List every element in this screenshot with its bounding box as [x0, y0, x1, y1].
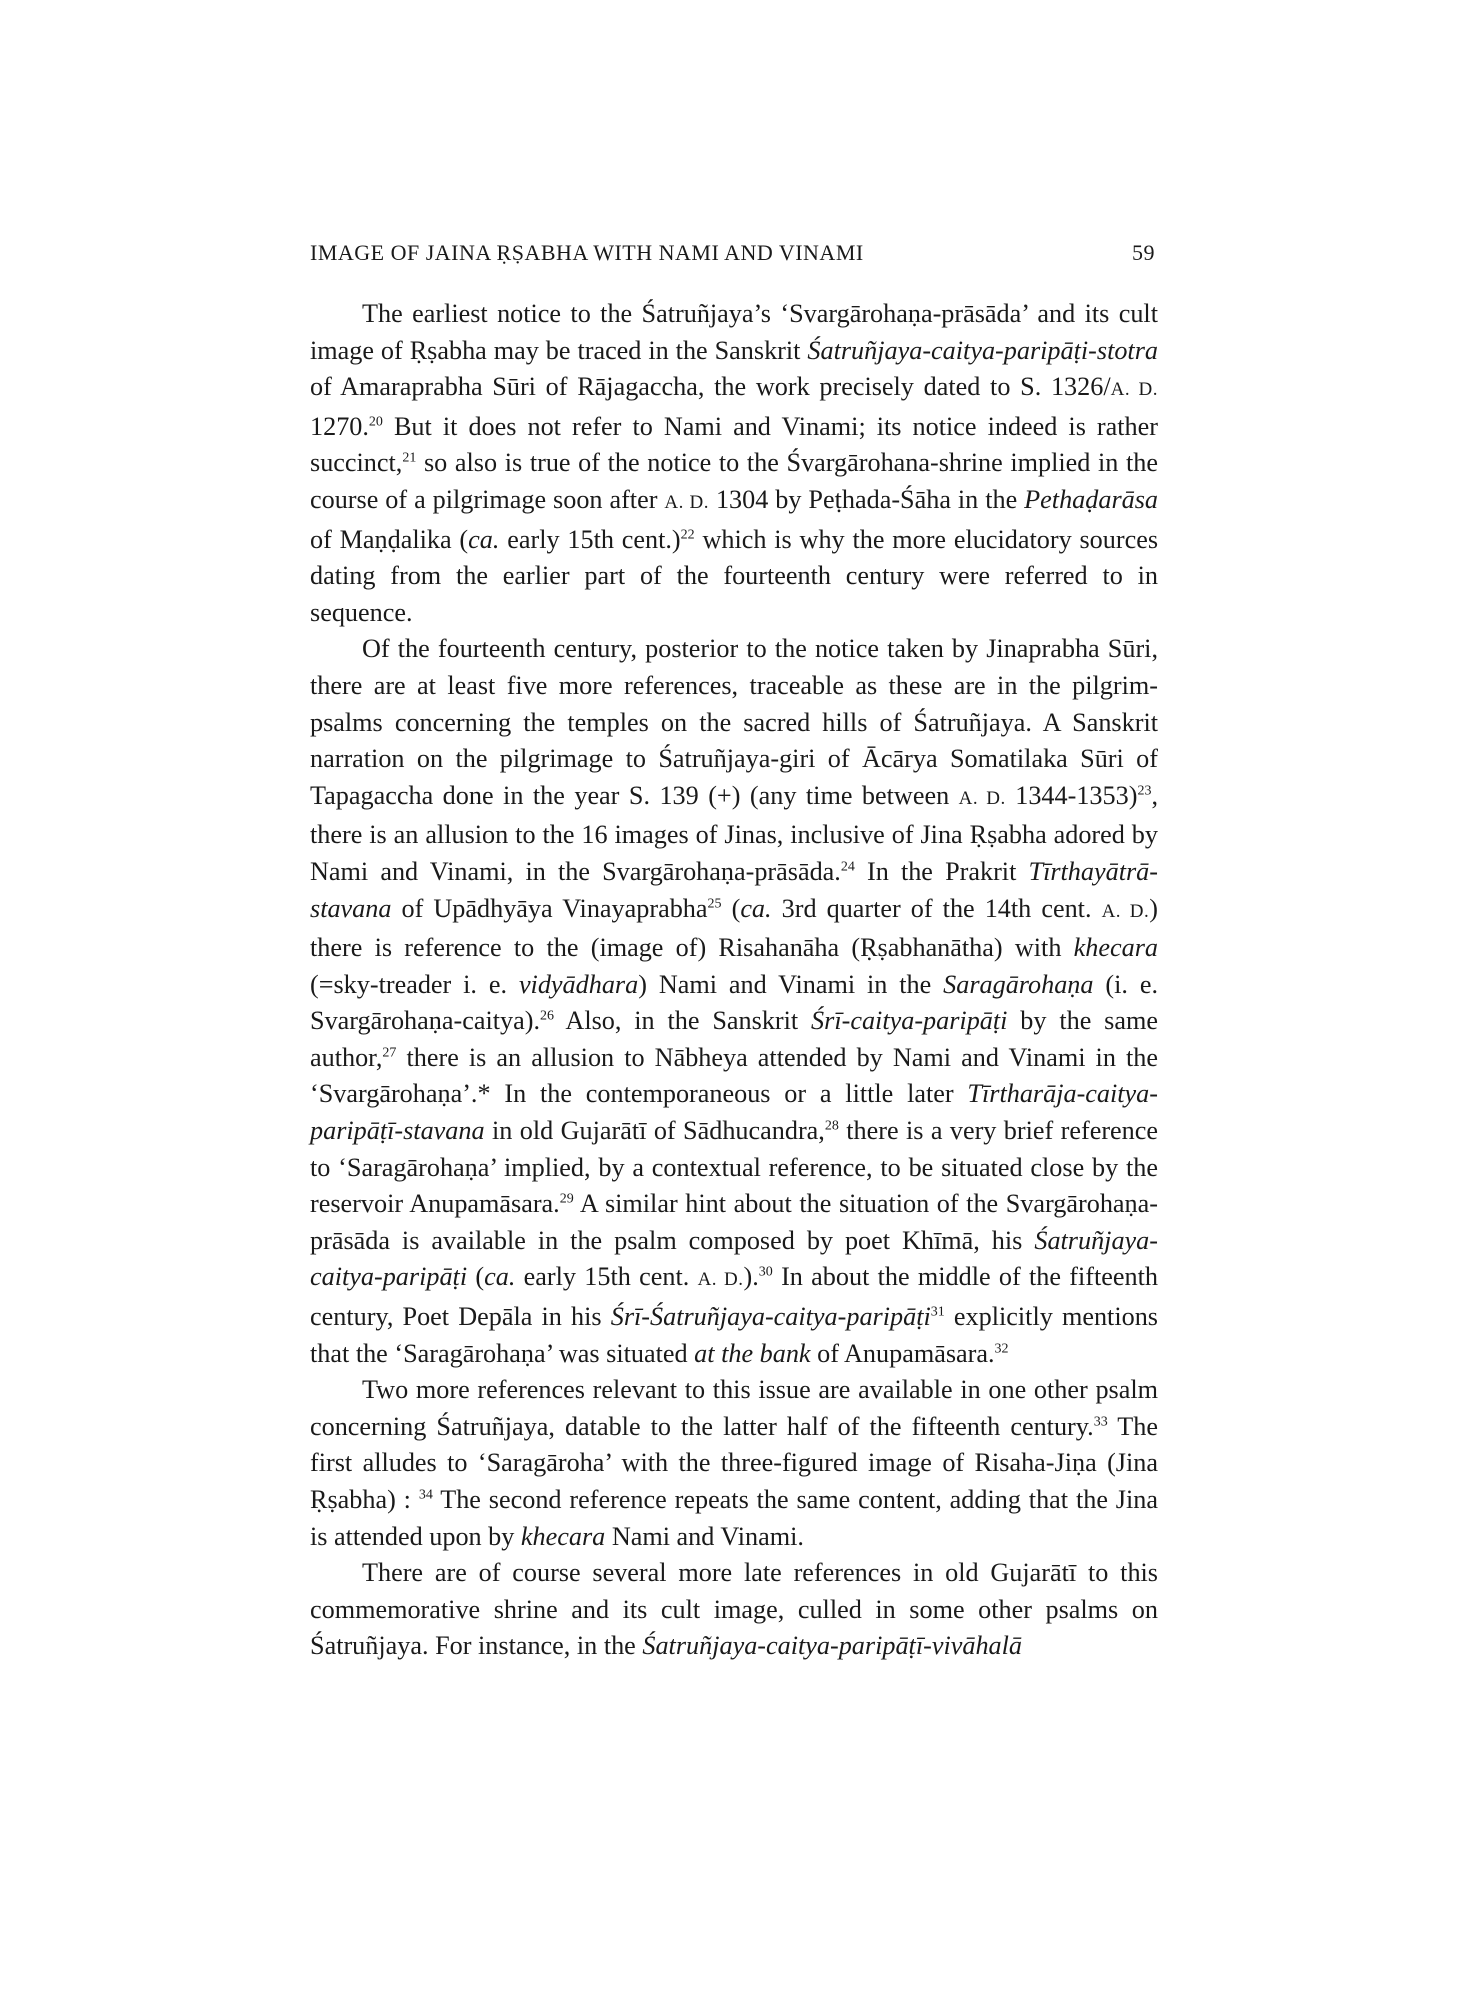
- italic-title: at the bank: [694, 1338, 811, 1368]
- footnote-marker: 33: [1093, 1414, 1108, 1430]
- text-run: 1344-1353): [1005, 780, 1138, 810]
- text-run: ).: [743, 1262, 759, 1292]
- text-run: ) there is reference to the (image of) Risahanāha (Ṛṣabhanātha) with: [310, 893, 1158, 963]
- footnote-marker: 34: [418, 1487, 433, 1503]
- page-number: 59: [1132, 240, 1155, 265]
- era-abbreviation: A. D.: [664, 491, 709, 513]
- text-run: But it does not refer to Nami and Vinami; its notice indeed is rather succinct,: [310, 411, 1158, 478]
- footnote-marker: 24: [840, 859, 855, 875]
- italic-title: Śatruñjaya-caitya-paripāṭi: [310, 1225, 1158, 1292]
- text-run: The second reference repeats the same content, adding that the Jina is attended upon by: [310, 1485, 1158, 1551]
- italic-title: Śrī-caitya-paripāṭi: [811, 1006, 1008, 1036]
- text-run: which is why the more elucidatory sources dating from the earlier part of the fourteenth century were referred to in sequence.: [310, 524, 1159, 627]
- text-run: A similar hint about the situation of the Svargārohaṇa-prāsāda is available in the psalm composed by poet Khīmā, his: [310, 1189, 1158, 1255]
- italic-title: Tīrtharāja-caitya-paripāṭī-stavana: [310, 1079, 1158, 1146]
- text-run: , there is an allusion to the 16 images of Jinas, inclusive of Jina Ṛṣabha adored by Nami and Vinami, in the Svargārohaṇa-prāsāda.: [310, 780, 1158, 886]
- footnote-marker: 27: [382, 1045, 397, 1061]
- era-abbreviation: A. D.: [958, 787, 1006, 809]
- text-run: ) Nami and Vinami in the: [638, 969, 944, 999]
- footnote-marker: 22: [680, 526, 695, 542]
- text-run: early 15th cent.): [499, 524, 681, 554]
- text-run: Two more references relevant to this issue are available in one other psalm concerning Śatruñjaya, datable to the latter half of the fifteenth century.: [310, 1375, 1158, 1441]
- text-run: of Amaraprabha Sūri of Rājagaccha, the work precisely dated to S. 1326/: [310, 372, 1111, 402]
- running-header: [310, 240, 1155, 266]
- text-run: of Maṇḍalika (: [310, 524, 469, 554]
- text-run: (: [721, 893, 741, 923]
- text-run: The earliest notice to the Śatruñjaya’s ‘Svargārohaṇa-prāsāda’ and its cult image of Ṛṣabha may be traced in the Sanskrit: [310, 299, 1158, 365]
- running-title: IMAGE OF JAINA ṚṢABHA WITH NAMI AND VINAMI: [310, 240, 864, 265]
- italic-title: vidyādhara: [518, 969, 639, 999]
- text-run: There are of course several more late references in old Gujarātī to this commemorative shrine and its cult image, culled in some other psalms on Śatruñjaya. For instance, in the: [310, 1558, 1158, 1661]
- text-run: there is an allusion to Nābheya attended by Nami and Vinami in the ‘Svargārohaṇa’.* In the contemporaneous or a little later: [310, 1042, 1158, 1109]
- body-text: [310, 296, 1158, 1665]
- text-run: 1304 by Peṭhada-Śāha in the: [709, 484, 1025, 514]
- footnote-marker: 28: [824, 1118, 839, 1134]
- footnote-marker: 32: [994, 1340, 1009, 1356]
- paragraph: [310, 1555, 1158, 1665]
- text-run: by the same author,: [310, 1006, 1158, 1072]
- text-run: In about the middle of the fifteenth century, Poet Depāla in his: [310, 1262, 1158, 1332]
- text-run: Also, in the Sanskrit: [554, 1006, 812, 1036]
- era-abbreviation: A. D.: [1110, 379, 1158, 401]
- italic-title: Tīrthayātrā-stavana: [310, 856, 1158, 923]
- text-run: of Anupamāsara.: [810, 1338, 995, 1368]
- text-run: 3rd quarter of the 14th cent.: [771, 893, 1102, 923]
- paragraph: [310, 631, 1158, 1372]
- italic-title: khecara: [1073, 933, 1158, 963]
- text-run: explicitly mentions that the ‘Saragārohaṇa’ was situated: [310, 1302, 1158, 1368]
- era-abbreviation: A. D.: [697, 1269, 744, 1291]
- era-abbreviation: A. D.: [1101, 900, 1150, 922]
- italic-title: Saragārohaṇa: [943, 969, 1094, 999]
- text-run: (i. e. Svargārohaṇa-caitya).: [310, 969, 1158, 1036]
- italic-title: ca.: [484, 1262, 516, 1292]
- footnote-marker: 31: [930, 1304, 945, 1320]
- footnote-marker: 29: [559, 1191, 574, 1207]
- paragraph: [310, 1372, 1158, 1555]
- text-run: Of the fourteenth century, posterior to the notice taken by Jinaprabha Sūri, there are at least five more references, traceable as these are in the pilgrim-psalms concerning the temples on the sacred hills of Śatruñjaya. A Sanskrit narration on the pilgrimage to Śatruñjaya-giri of Ācārya Somatilaka Sūri of Tapagaccha done in the year S. 139 (+) (any time between: [310, 634, 1158, 810]
- text-run: In the Prakrit: [854, 856, 1029, 886]
- text-run: there is a very brief reference to ‘Saragārohaṇa’ implied, by a contextual reference, to be situated close by the reservoir Anupamāsara.: [310, 1116, 1159, 1219]
- text-run: in old Gujarātī of Sādhucandra,: [484, 1116, 825, 1146]
- italic-title: Śrī-Śatruñjaya-caitya-paripāṭi: [610, 1302, 931, 1332]
- italic-title: ca.: [468, 524, 500, 554]
- text-run: of Upādhyāya Vinayaprabha: [391, 893, 708, 923]
- footnote-marker: 26: [540, 1008, 554, 1024]
- footnote-marker: 20: [368, 414, 383, 430]
- text-run: (: [467, 1262, 485, 1292]
- footnote-marker: 21: [402, 450, 417, 466]
- footnote-marker: 23: [1137, 782, 1152, 798]
- text-run: (=sky-treader i. e.: [310, 969, 519, 999]
- footnote-marker: 25: [707, 895, 722, 911]
- footnote-marker: 30: [758, 1264, 773, 1280]
- text-run: early 15th cent.: [515, 1262, 698, 1292]
- text-run: so also is true of the notice to the Śvargārohana-shrine implied in the course of a pilgrimage soon after: [310, 448, 1158, 514]
- italic-title: Śatruñjaya-caitya-paripāṭī-vivāhalā: [642, 1631, 1023, 1661]
- paragraph: [310, 296, 1158, 631]
- text-run: Nami and Vinami.: [605, 1521, 804, 1551]
- italic-title: Pethaḍarāsa: [1024, 484, 1159, 514]
- italic-title: khecara: [520, 1521, 606, 1551]
- italic-title: Śatruñjaya-caitya-paripāṭi-stotra: [807, 335, 1158, 365]
- italic-title: ca.: [740, 893, 772, 923]
- text-run: The first alludes to ‘Saragāroha’ with the three-figured image of Risaha-Jiṇa (Jina Ṛṣabha) :: [310, 1411, 1158, 1514]
- text-run: 1270.: [310, 411, 369, 441]
